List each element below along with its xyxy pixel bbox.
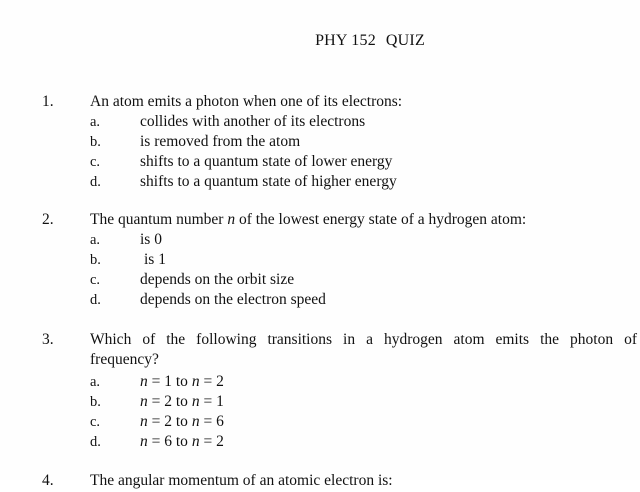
variable-n: n	[191, 433, 200, 450]
option-text: depends on the electron speed	[140, 291, 326, 308]
variable-n: n	[227, 211, 236, 228]
to-value: 6	[216, 413, 224, 430]
option-text	[140, 412, 224, 432]
question-text-continued: frequency?	[90, 351, 159, 368]
option-letter: c.	[90, 414, 101, 430]
option-letter: a.	[90, 114, 101, 130]
question-text: Which of the following transitions in a hydrogen atom emits the photon of	[90, 331, 637, 348]
option-letter: c.	[90, 154, 101, 170]
course-code: PHY 152	[315, 32, 376, 49]
question-text: An atom emits a photon when one of its electrons:	[90, 93, 403, 110]
variable-n: n	[140, 433, 148, 450]
variable-n: n	[191, 393, 200, 410]
option-text	[140, 372, 224, 392]
variable-n: n	[140, 413, 148, 430]
option-letter: d.	[90, 292, 101, 308]
equals-sign: =	[199, 373, 217, 390]
option-letter: d.	[90, 434, 101, 450]
question-4	[0, 472, 640, 492]
option-letter: d.	[90, 174, 101, 190]
from-value: 2	[164, 413, 172, 430]
option-text: shifts to a quantum state of lower energy	[140, 153, 393, 170]
option-text: shifts to a quantum state of higher energy	[140, 173, 397, 190]
option-text: is removed from the atom	[140, 133, 301, 150]
question-text-part: The quantum number	[90, 211, 228, 228]
option-letter: a.	[90, 232, 101, 248]
option-text: is 1	[144, 251, 166, 268]
page-title	[0, 32, 640, 50]
to-word: to	[172, 413, 192, 430]
option-letter: b.	[90, 134, 101, 150]
quiz-label: QUIZ	[385, 32, 425, 49]
question-text: The angular momentum of an atomic electron is:	[90, 472, 393, 489]
question-number: 4.	[42, 472, 54, 489]
equals-sign: =	[147, 433, 165, 450]
question-number: 3.	[42, 331, 54, 348]
option-letter: c.	[90, 272, 101, 288]
from-value: 2	[164, 393, 172, 410]
question-text	[90, 210, 638, 230]
option-text: depends on the orbit size	[140, 271, 295, 288]
equals-sign: =	[199, 433, 217, 450]
to-value: 2	[216, 373, 224, 390]
question-number: 1.	[42, 93, 54, 110]
to-word: to	[172, 433, 192, 450]
to-word: to	[172, 373, 192, 390]
to-value: 1	[216, 393, 224, 410]
option-letter: b.	[90, 252, 101, 268]
equals-sign: =	[199, 393, 217, 410]
to-value: 2	[216, 433, 224, 450]
option-text: collides with another of its electrons	[140, 113, 366, 130]
variable-n: n	[140, 393, 148, 410]
variable-n: n	[191, 373, 200, 390]
variable-n: n	[191, 413, 200, 430]
from-value: 1	[164, 373, 172, 390]
option-letter: a.	[90, 374, 101, 390]
question-number: 2.	[42, 211, 54, 228]
equals-sign: =	[147, 413, 165, 430]
equals-sign: =	[147, 373, 165, 390]
option-text: is 0	[140, 231, 162, 248]
equals-sign: =	[147, 393, 165, 410]
variable-n: n	[140, 373, 148, 390]
to-word: to	[172, 393, 192, 410]
equals-sign: =	[199, 413, 217, 430]
question-text-part: of the lowest energy state of a hydrogen atom:	[235, 211, 527, 228]
option-letter: b.	[90, 394, 101, 410]
option-text	[140, 392, 224, 412]
option-text	[140, 432, 224, 452]
from-value: 6	[164, 433, 172, 450]
